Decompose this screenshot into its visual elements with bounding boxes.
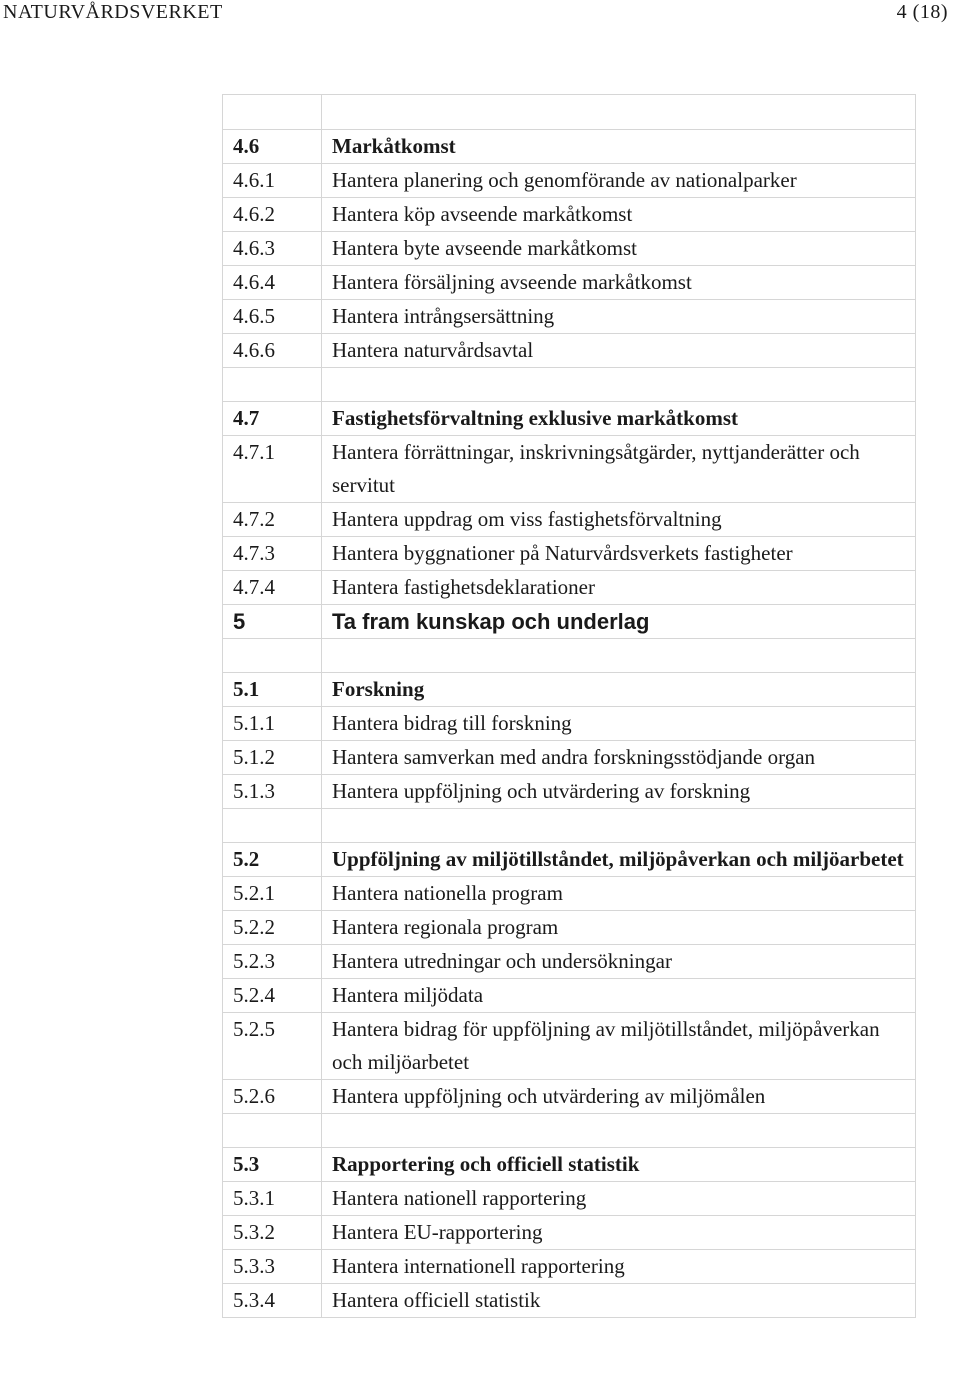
classification-table xyxy=(222,94,916,1318)
row-title: Uppföljning av miljötillståndet, miljöpåverkan och miljöarbetet xyxy=(322,843,916,877)
row-number: 4.6.1 xyxy=(223,164,322,198)
row-title: Hantera uppföljning och utvärdering av miljömålen xyxy=(322,1080,916,1114)
item-row xyxy=(223,266,916,300)
item-row xyxy=(223,1013,916,1080)
row-title: Hantera byte avseende markåtkomst xyxy=(322,232,916,266)
row-title: Hantera planering och genomförande av nationalparker xyxy=(322,164,916,198)
row-number: 5.2.1 xyxy=(223,877,322,911)
item-row xyxy=(223,436,916,503)
item-row xyxy=(223,911,916,945)
document-title: NATURVÅRDSVERKET xyxy=(3,1,223,23)
item-row xyxy=(223,1080,916,1114)
row-title: Markåtkomst xyxy=(322,130,916,164)
row-number: 5.3.4 xyxy=(223,1284,322,1318)
row-title: Ta fram kunskap och underlag xyxy=(322,605,916,639)
row-title: Hantera nationella program xyxy=(322,877,916,911)
item-row xyxy=(223,1182,916,1216)
row-title: Hantera köp avseende markåtkomst xyxy=(322,198,916,232)
chapter-row xyxy=(223,605,916,639)
page-header xyxy=(0,0,960,26)
item-row xyxy=(223,707,916,741)
row-number xyxy=(223,809,322,843)
row-title: Hantera förrättningar, inskrivningsåtgärder, nyttjanderätter och servitut xyxy=(322,436,916,503)
row-number: 5.2.6 xyxy=(223,1080,322,1114)
row-title: Rapportering och officiell statistik xyxy=(322,1148,916,1182)
blank-row xyxy=(223,639,916,673)
row-number: 4.6 xyxy=(223,130,322,164)
row-number: 5.1.3 xyxy=(223,775,322,809)
item-row xyxy=(223,1250,916,1284)
item-row xyxy=(223,300,916,334)
row-number xyxy=(223,368,322,402)
row-number: 5.3.1 xyxy=(223,1182,322,1216)
row-title: Hantera intrångsersättning xyxy=(322,300,916,334)
row-number: 4.6.4 xyxy=(223,266,322,300)
item-row xyxy=(223,537,916,571)
row-title: Hantera EU-rapportering xyxy=(322,1216,916,1250)
row-number: 4.7.2 xyxy=(223,503,322,537)
item-row xyxy=(223,1216,916,1250)
row-title xyxy=(322,368,916,402)
row-number: 4.6.5 xyxy=(223,300,322,334)
page-number: 4 (18) xyxy=(896,1,948,23)
row-number: 4.7.3 xyxy=(223,537,322,571)
row-number: 5.2 xyxy=(223,843,322,877)
row-title: Hantera naturvårdsavtal xyxy=(322,334,916,368)
section-row xyxy=(223,402,916,436)
row-title: Hantera uppföljning och utvärdering av forskning xyxy=(322,775,916,809)
item-row xyxy=(223,1284,916,1318)
row-number xyxy=(223,639,322,673)
row-title xyxy=(322,95,916,130)
item-row xyxy=(223,945,916,979)
row-number: 5 xyxy=(223,605,322,639)
blank-row xyxy=(223,95,916,130)
item-row xyxy=(223,979,916,1013)
item-row xyxy=(223,164,916,198)
blank-row xyxy=(223,809,916,843)
row-title: Hantera bidrag för uppföljning av miljötillståndet, miljöpåverkan och miljöarbetet xyxy=(322,1013,916,1080)
row-title: Fastighetsförvaltning exklusive markåtkomst xyxy=(322,402,916,436)
row-title: Hantera samverkan med andra forskningsstödjande organ xyxy=(322,741,916,775)
row-title: Hantera fastighetsdeklarationer xyxy=(322,571,916,605)
row-number xyxy=(223,95,322,130)
row-title xyxy=(322,809,916,843)
classification-table-body xyxy=(223,95,916,1318)
item-row xyxy=(223,232,916,266)
row-number: 4.6.6 xyxy=(223,334,322,368)
row-number: 5.2.4 xyxy=(223,979,322,1013)
item-row xyxy=(223,503,916,537)
row-number: 4.7 xyxy=(223,402,322,436)
row-title: Hantera byggnationer på Naturvårdsverkets fastigheter xyxy=(322,537,916,571)
row-number: 5.3 xyxy=(223,1148,322,1182)
row-number: 4.6.2 xyxy=(223,198,322,232)
row-number: 5.2.2 xyxy=(223,911,322,945)
row-title: Hantera utredningar och undersökningar xyxy=(322,945,916,979)
row-number: 5.1.2 xyxy=(223,741,322,775)
row-number: 4.7.1 xyxy=(223,436,322,503)
item-row xyxy=(223,741,916,775)
row-title: Hantera försäljning avseende markåtkomst xyxy=(322,266,916,300)
row-title xyxy=(322,1114,916,1148)
row-title: Hantera officiell statistik xyxy=(322,1284,916,1318)
section-row xyxy=(223,843,916,877)
blank-row xyxy=(223,368,916,402)
section-row xyxy=(223,673,916,707)
row-title: Forskning xyxy=(322,673,916,707)
row-title: Hantera bidrag till forskning xyxy=(322,707,916,741)
row-number: 4.6.3 xyxy=(223,232,322,266)
row-number xyxy=(223,1114,322,1148)
item-row xyxy=(223,877,916,911)
row-number: 5.2.3 xyxy=(223,945,322,979)
row-title xyxy=(322,639,916,673)
section-row xyxy=(223,130,916,164)
row-number: 5.3.3 xyxy=(223,1250,322,1284)
row-number: 5.1 xyxy=(223,673,322,707)
row-title: Hantera miljödata xyxy=(322,979,916,1013)
row-title: Hantera regionala program xyxy=(322,911,916,945)
item-row xyxy=(223,571,916,605)
section-row xyxy=(223,1148,916,1182)
row-number: 5.2.5 xyxy=(223,1013,322,1080)
blank-row xyxy=(223,1114,916,1148)
row-number: 4.7.4 xyxy=(223,571,322,605)
item-row xyxy=(223,334,916,368)
row-title: Hantera internationell rapportering xyxy=(322,1250,916,1284)
row-title: Hantera uppdrag om viss fastighetsförvaltning xyxy=(322,503,916,537)
row-title: Hantera nationell rapportering xyxy=(322,1182,916,1216)
row-number: 5.1.1 xyxy=(223,707,322,741)
item-row xyxy=(223,775,916,809)
item-row xyxy=(223,198,916,232)
row-number: 5.3.2 xyxy=(223,1216,322,1250)
